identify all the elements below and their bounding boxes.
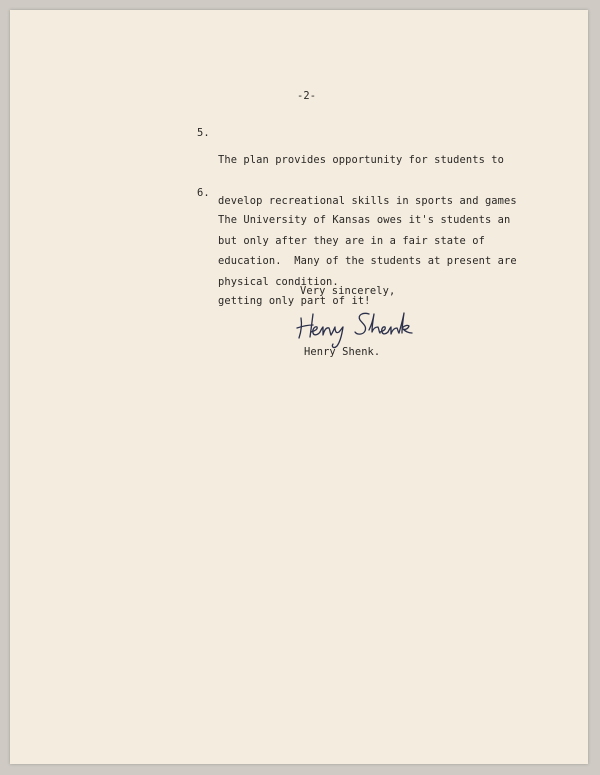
text-line: but only after they are in a fair state of <box>218 235 485 247</box>
typed-signature-name: Henry Shenk. <box>304 346 381 358</box>
text-line: The University of Kansas owes it's students an <box>218 214 511 226</box>
closing: Very sincerely, <box>300 285 396 297</box>
letter-page <box>10 10 588 764</box>
text-line: physical condition. <box>218 275 339 288</box>
text-line: develop recreational skills in sports and games <box>218 194 517 207</box>
list-item-number: 6. <box>197 187 210 199</box>
text-line: The plan provides opportunity for students to <box>218 154 505 166</box>
list-item-number: 5. <box>197 127 210 139</box>
text-line: education. Many of the students at present are <box>218 254 517 267</box>
page-number: -2- <box>297 90 317 102</box>
handwritten-signature <box>293 304 418 350</box>
text-line: getting only part of it! <box>218 295 371 307</box>
